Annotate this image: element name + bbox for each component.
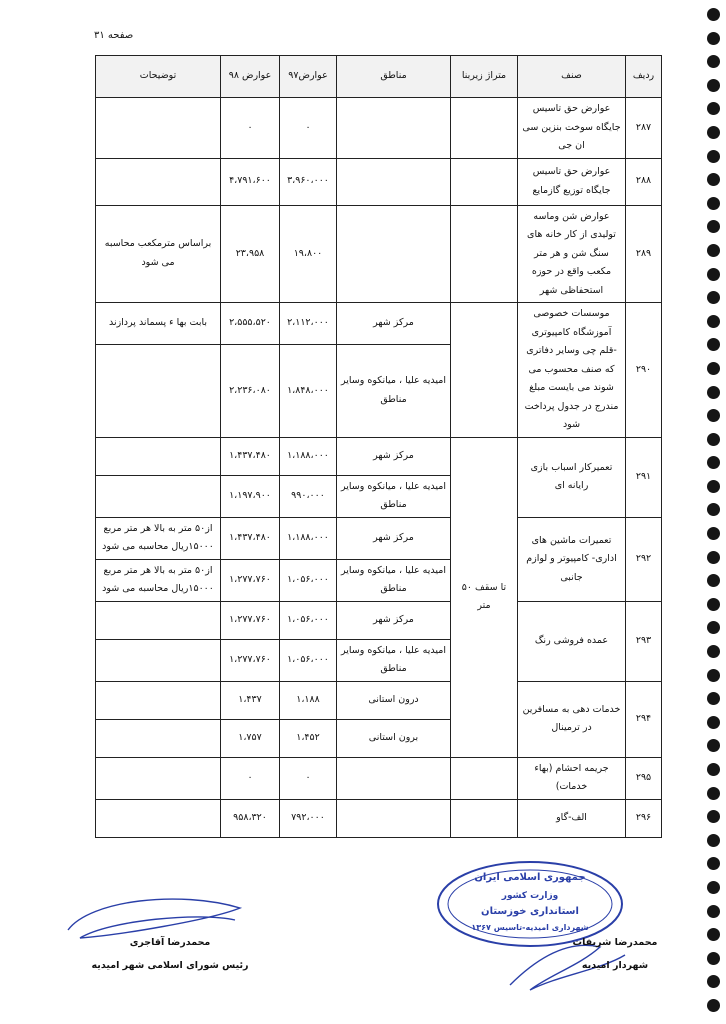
- row-fee97: ۰: [280, 757, 337, 799]
- table-row: [96, 601, 662, 639]
- row-fee98: ۹۵۸،۳۲۰: [221, 799, 280, 837]
- row-region: برون استانی: [337, 719, 451, 757]
- spiral-hole: [707, 150, 720, 163]
- row-fee98: ۱،۴۳۷،۴۸۰: [221, 517, 280, 559]
- header-fee98: عوارض ۹۸: [221, 56, 280, 98]
- spiral-hole: [707, 79, 720, 92]
- table-row: [96, 681, 662, 719]
- spiral-hole: [707, 645, 720, 658]
- row-fee98: ۱،۱۹۷،۹۰۰: [221, 475, 280, 517]
- row-fee97: ۳،۹۶۰،۰۰۰: [280, 158, 337, 205]
- spiral-hole: [707, 315, 720, 328]
- row-category: عمده فروشی رنگ: [518, 601, 626, 681]
- row-notes: [96, 158, 221, 205]
- spiral-hole: [707, 881, 720, 894]
- row-notes: [96, 345, 221, 438]
- row-notes: [96, 757, 221, 799]
- spiral-hole: [707, 362, 720, 375]
- spiral-hole: [707, 975, 720, 988]
- row-region: مرکز شهر: [337, 601, 451, 639]
- row-fee97: ۱،۱۸۸: [280, 681, 337, 719]
- row-fee97: ۰: [280, 98, 337, 159]
- row-region: مرکز شهر: [337, 303, 451, 345]
- row-id: ۲۹۴: [626, 681, 662, 757]
- row-region: امیدیه علیا ، میانکوه وسایر مناطق: [337, 345, 451, 438]
- table-row: [96, 158, 662, 205]
- row-region: درون استانی: [337, 681, 451, 719]
- header-region: مناطق: [337, 56, 451, 98]
- svg-text:شهرداری امیدیه-تاسیس ۱۳۶۷: شهرداری امیدیه-تاسیس ۱۳۶۷: [471, 923, 589, 932]
- spiral-hole: [707, 456, 720, 469]
- header-fee97: عوارض۹۷: [280, 56, 337, 98]
- table-row: [96, 98, 662, 159]
- svg-text:جمهوری اسلامی ایران: جمهوری اسلامی ایران: [474, 872, 586, 883]
- row-fee97: ۲،۱۱۲،۰۰۰: [280, 303, 337, 345]
- spiral-hole: [707, 669, 720, 682]
- row-area: [451, 757, 518, 799]
- header-area: متراژ زیربنا: [451, 56, 518, 98]
- row-category: عوارض شن وماسه تولیدی از کار خانه های سنگ شن و هر متر مکعب واقع در حوزه استحفاظی شهر: [518, 205, 626, 303]
- row-notes: [96, 639, 221, 681]
- row-fee97: ۱۹،۸۰۰: [280, 205, 337, 303]
- spiral-hole: [707, 32, 720, 45]
- spiral-hole: [707, 268, 720, 281]
- row-fee98: ۱،۲۷۷،۷۶۰: [221, 559, 280, 601]
- spiral-hole: [707, 905, 720, 918]
- row-area: [451, 205, 518, 303]
- spiral-hole: [707, 834, 720, 847]
- header-id: ردیف: [626, 56, 662, 98]
- row-id: ۲۸۷: [626, 98, 662, 159]
- row-fee97: ۱،۰۵۶،۰۰۰: [280, 601, 337, 639]
- row-fee97: ۹۹۰،۰۰۰: [280, 475, 337, 517]
- row-id: ۲۸۸: [626, 158, 662, 205]
- row-id: ۲۹۶: [626, 799, 662, 837]
- row-region: مرکز شهر: [337, 517, 451, 559]
- row-notes: [96, 681, 221, 719]
- row-category: تعمیرکار اسباب بازی رایانه ای: [518, 437, 626, 517]
- row-area: [451, 799, 518, 837]
- row-region: امیدیه علیا ، میانکوه وسایر مناطق: [337, 639, 451, 681]
- row-fee98: ۱،۲۷۷،۷۶۰: [221, 601, 280, 639]
- spiral-hole: [707, 197, 720, 210]
- spiral-hole: [707, 527, 720, 540]
- row-id: ۲۹۱: [626, 437, 662, 517]
- row-category: عوارض حق تاسیس جایگاه توزیع گازمایع: [518, 158, 626, 205]
- row-region: امیدیه علیا ، میانکوه وسایر مناطق: [337, 559, 451, 601]
- row-category: جریمه احشام (بهاء خدمات): [518, 757, 626, 799]
- table-row: [96, 437, 662, 475]
- spiral-hole: [707, 763, 720, 776]
- row-fee97: ۱،۰۵۶،۰۰۰: [280, 639, 337, 681]
- table-row: [96, 799, 662, 837]
- row-fee98: ۰: [221, 98, 280, 159]
- row-id: ۲۸۹: [626, 205, 662, 303]
- spiral-hole: [707, 928, 720, 941]
- table-header-row: [96, 56, 662, 98]
- row-id: ۲۹۲: [626, 517, 662, 601]
- row-fee98: ۱،۲۷۷،۷۶۰: [221, 639, 280, 681]
- spiral-hole: [707, 692, 720, 705]
- row-fee97: ۱،۴۵۲: [280, 719, 337, 757]
- row-fee97: ۱،۱۸۸،۰۰۰: [280, 437, 337, 475]
- row-notes: [96, 719, 221, 757]
- spiral-hole: [707, 409, 720, 422]
- row-region: [337, 205, 451, 303]
- svg-text:استانداری خوزستان: استانداری خوزستان: [481, 906, 579, 917]
- row-area: [451, 303, 518, 438]
- row-fee98: ۲۳،۹۵۸: [221, 205, 280, 303]
- spiral-hole: [707, 598, 720, 611]
- row-fee98: ۲،۲۳۶،۰۸۰: [221, 345, 280, 438]
- row-notes: از۵۰ متر به بالا هر متر مربع ۱۵۰۰۰ریال محاسبه می شود: [96, 517, 221, 559]
- row-notes: [96, 799, 221, 837]
- left-signer-title: رئیس شورای اسلامی شهر امیدیه: [91, 960, 249, 971]
- spiral-hole: [707, 173, 720, 186]
- row-category: عوارض حق تاسیس جایگاه سوخت بنزین سی ان جی: [518, 98, 626, 159]
- spiral-hole: [707, 102, 720, 115]
- row-fee97: ۱،۸۴۸،۰۰۰: [280, 345, 337, 438]
- row-notes: [96, 601, 221, 639]
- row-area: [451, 98, 518, 159]
- spiral-hole: [707, 291, 720, 304]
- row-fee98: ۱،۴۳۷: [221, 681, 280, 719]
- row-notes: [96, 98, 221, 159]
- row-area: تا سقف ۵۰ متر: [451, 437, 518, 757]
- row-region: [337, 757, 451, 799]
- header-category: صنف: [518, 56, 626, 98]
- spiral-hole: [707, 739, 720, 752]
- right-signer-title: شهردار امیدیه: [581, 960, 649, 971]
- spiral-hole: [707, 787, 720, 800]
- table-row: [96, 303, 662, 345]
- header-notes: توضیحات: [96, 56, 221, 98]
- row-region: [337, 158, 451, 205]
- row-category: الف-گاو: [518, 799, 626, 837]
- row-fee98: ۱،۴۳۷،۴۸۰: [221, 437, 280, 475]
- row-category: تعمیرات ماشین های اداری- کامپیوتر و لوازم جانبی: [518, 517, 626, 601]
- row-fee98: ۰: [221, 757, 280, 799]
- spiral-hole: [707, 480, 720, 493]
- spiral-hole: [707, 8, 720, 21]
- left-signer-name: محمدرضا آقاجری: [129, 937, 211, 948]
- spiral-hole: [707, 244, 720, 257]
- spiral-hole: [707, 126, 720, 139]
- spiral-hole: [707, 551, 720, 564]
- row-region: مرکز شهر: [337, 437, 451, 475]
- spiral-hole: [707, 220, 720, 233]
- spiral-hole: [707, 999, 720, 1012]
- row-category: خدمات دهی به مسافرین در ترمینال: [518, 681, 626, 757]
- row-region: [337, 799, 451, 837]
- row-notes: از۵۰ متر به بالا هر متر مربع ۱۵۰۰۰ریال محاسبه می شود: [96, 559, 221, 601]
- spiral-hole: [707, 386, 720, 399]
- row-id: ۲۹۵: [626, 757, 662, 799]
- table-row: [96, 205, 662, 303]
- spiral-hole: [707, 503, 720, 516]
- row-id: ۲۹۰: [626, 303, 662, 438]
- row-fee97: ۷۹۲،۰۰۰: [280, 799, 337, 837]
- spiral-hole: [707, 621, 720, 634]
- spiral-hole: [707, 716, 720, 729]
- spiral-hole: [707, 857, 720, 870]
- spiral-hole: [707, 952, 720, 965]
- row-notes: براساس مترمکعب محاسبه می شود: [96, 205, 221, 303]
- row-category: موسسات خصوصی آموزشگاه کامپیوتری -قلم چی وسایر دفاتری که صنف محسوب می شوند می بایست مبلغ مندرج در جدول پرداخت شود: [518, 303, 626, 438]
- row-notes: بابت بها ء پسماند پردازند: [96, 303, 221, 345]
- table-row: [96, 757, 662, 799]
- row-fee97: ۱،۰۵۶،۰۰۰: [280, 559, 337, 601]
- table-row: [96, 517, 662, 559]
- svg-text:وزارت کشور: وزارت کشور: [501, 891, 559, 901]
- spiral-hole: [707, 55, 720, 68]
- right-signer-name: محمدرضا شریفات: [572, 937, 658, 948]
- row-notes: [96, 475, 221, 517]
- row-id: ۲۹۳: [626, 601, 662, 681]
- spiral-hole: [707, 338, 720, 351]
- row-region: [337, 98, 451, 159]
- row-fee97: ۱،۱۸۸،۰۰۰: [280, 517, 337, 559]
- spiral-hole: [707, 574, 720, 587]
- fee-table: [95, 55, 662, 838]
- row-area: [451, 158, 518, 205]
- spiral-hole: [707, 433, 720, 446]
- row-region: امیدیه علیا ، میانکوه وسایر مناطق: [337, 475, 451, 517]
- row-fee98: ۲،۵۵۵،۵۲۰: [221, 303, 280, 345]
- spiral-hole: [707, 810, 720, 823]
- spiral-binding: [706, 8, 722, 1018]
- row-fee98: ۴،۷۹۱،۶۰۰: [221, 158, 280, 205]
- page-number: صفحه ۳۱: [94, 30, 134, 41]
- row-fee98: ۱،۷۵۷: [221, 719, 280, 757]
- row-notes: [96, 437, 221, 475]
